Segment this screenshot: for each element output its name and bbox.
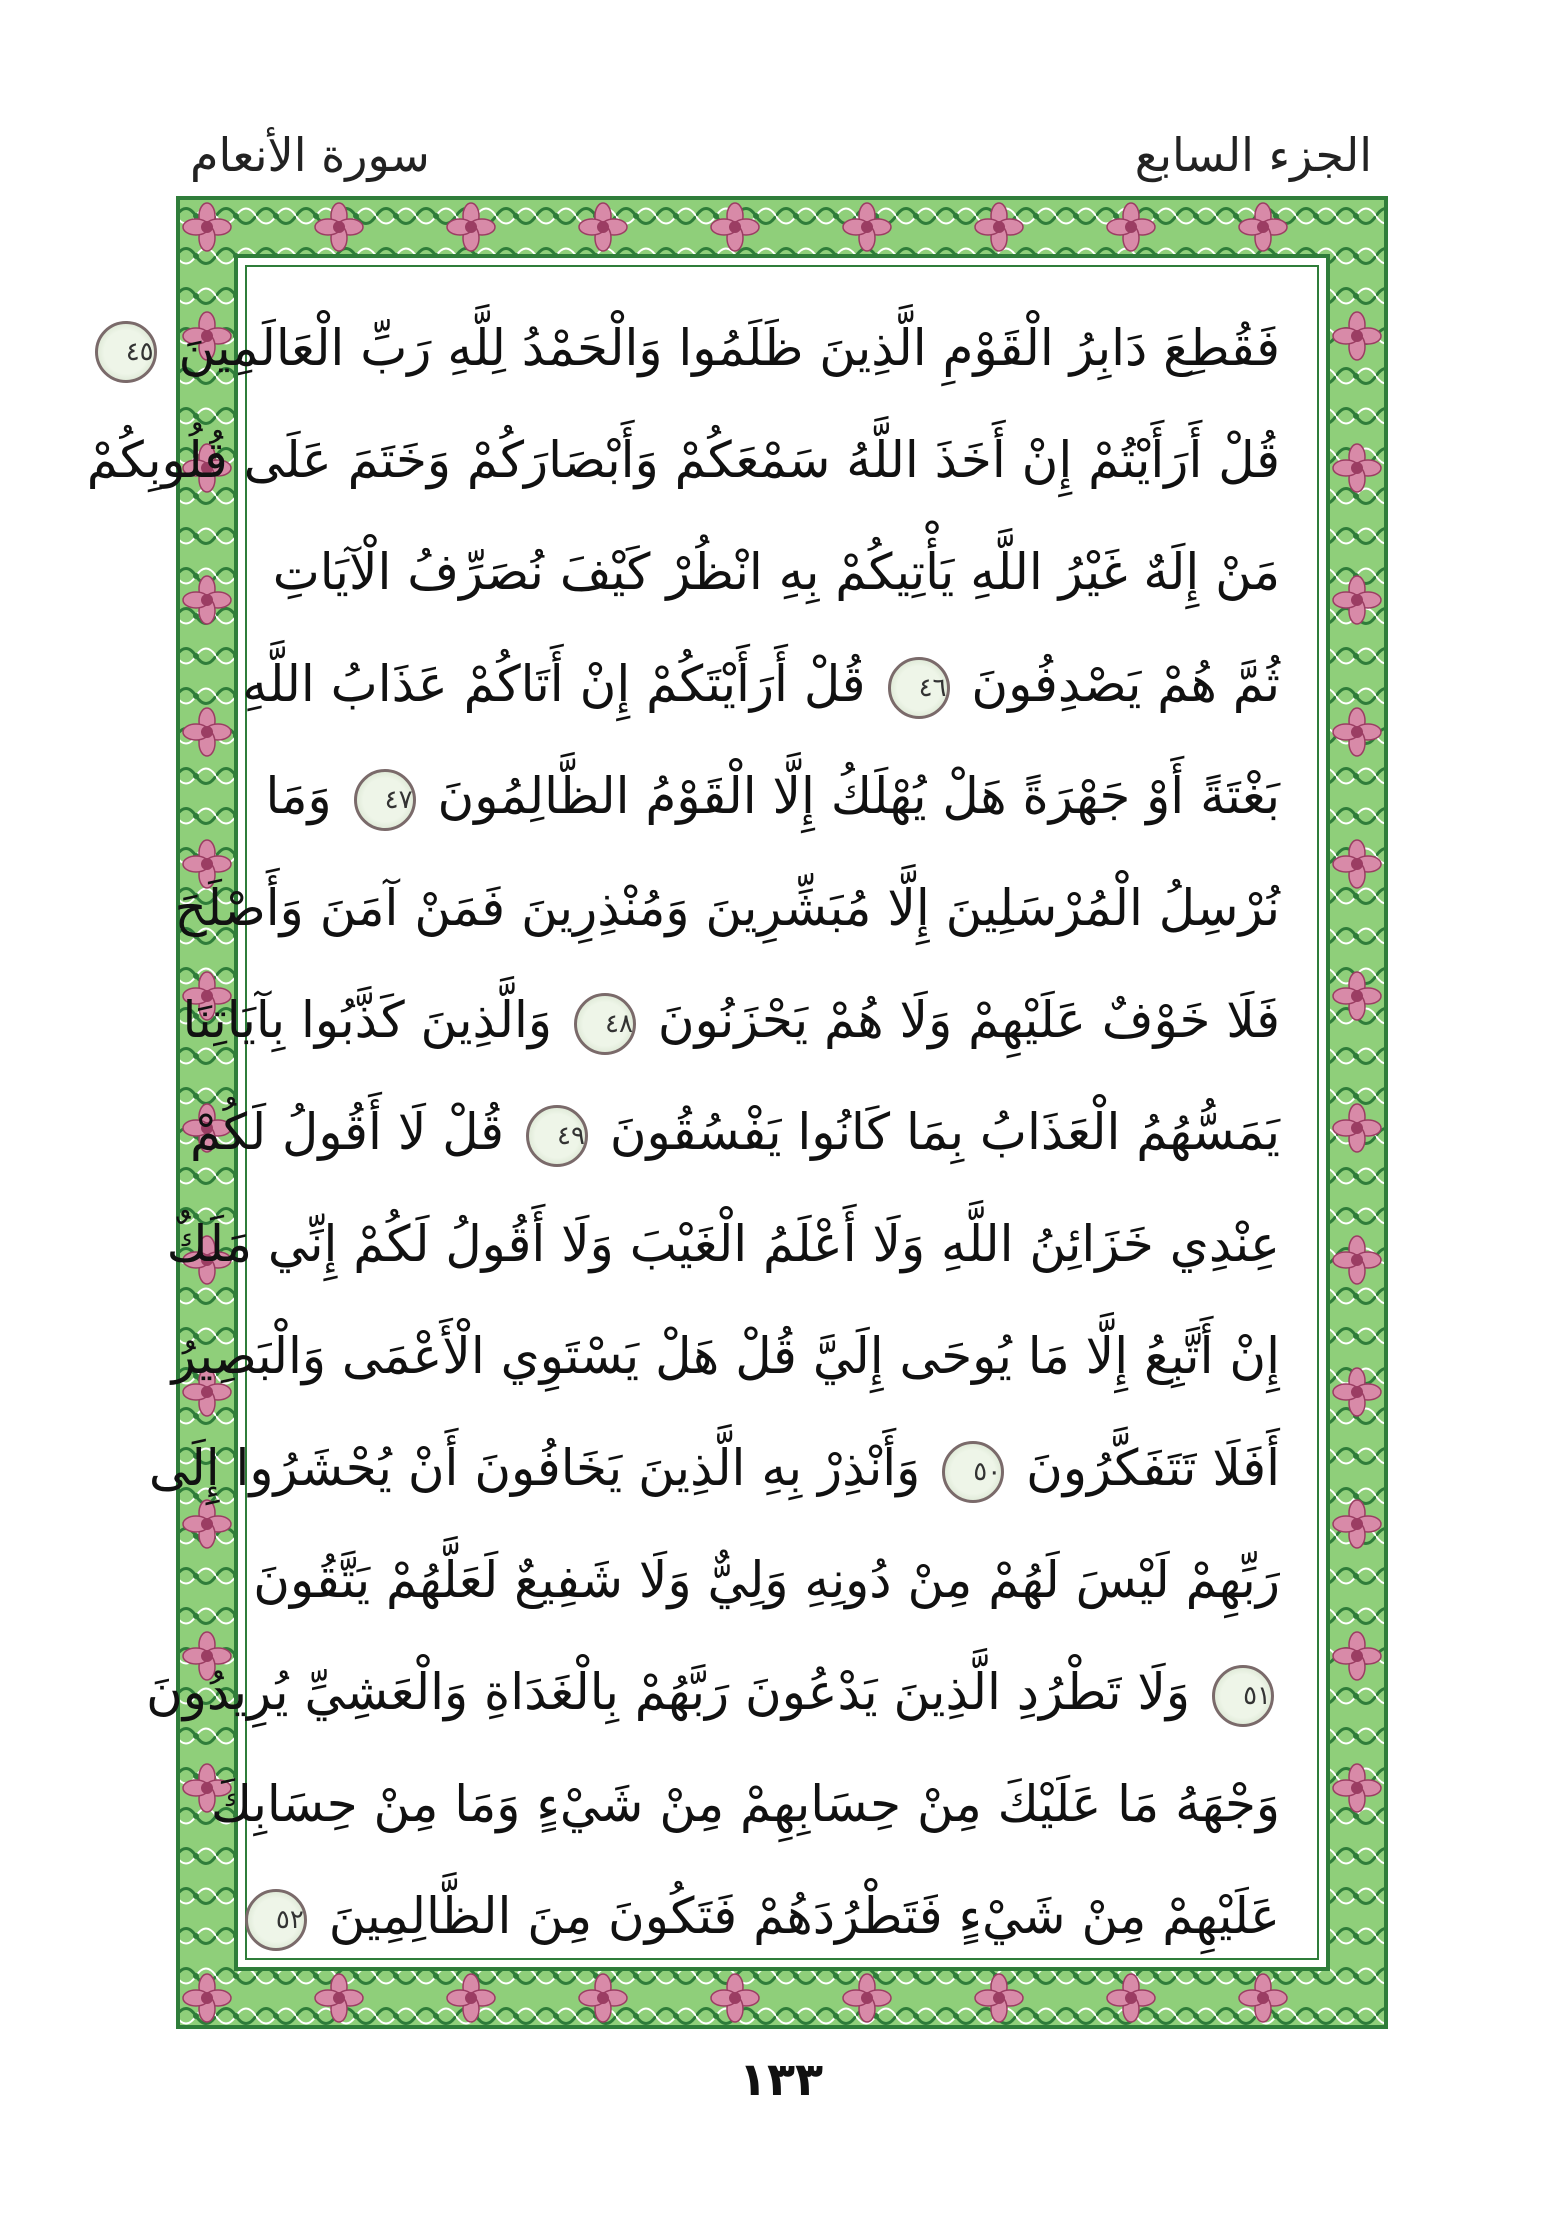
verse-line [148,1412,1280,1524]
ayah-number-marker: ٤٩ [526,1105,588,1167]
ayah-number-marker: ٤٥ [95,321,157,383]
text-panel [86,272,1312,1953]
verse-line [242,628,1280,740]
ayah-number-marker: ٤٦ [888,657,950,719]
verse-text: بَغْتَةً أَوْ جَهْرَةً هَلْ يُهْلَكُ إِلَّا الْقَوْمُ الظَّالِمُونَ [437,767,1280,825]
verse-text: رَبِّهِمْ لَيْسَ لَهُمْ مِنْ دُونِهِ وَلِيٌّ وَلَا شَفِيعٌ لَعَلَّهُمْ يَتَّقُونَ [253,1551,1280,1609]
verse-text: فَلَا خَوْفٌ عَلَيْهِمْ وَلَا هُمْ يَحْزَنُونَ [657,991,1280,1049]
verse-text: نُرْسِلُ الْمُرْسَلِينَ إِلَّا مُبَشِّرِينَ وَمُنْذِرِينَ فَمَنْ آمَنَ وَأَصْلَحَ [174,879,1280,937]
verse-text: وَأَنْذِرْ بِهِ الَّذِينَ يَخَافُونَ أَنْ يُحْشَرُوا إِلَى [148,1439,921,1497]
verse-line [125,292,1280,404]
verse-text: ثُمَّ هُمْ يَصْدِفُونَ [971,655,1280,713]
verse-text: عِنْدِي خَزَائِنُ اللَّهِ وَلَا أَعْلَمُ الْغَيْبَ وَلَا أَقُولُ لَكُمْ إِنِّي مَلَكٌ [166,1215,1280,1273]
verse-line [272,516,1280,628]
ayah-number-marker: ٥٠ [942,1441,1004,1503]
verse-text: إِنْ أَتَّبِعُ إِلَّا مَا يُوحَى إِلَيَّ قُلْ هَلْ يَسْتَوِي الْأَعْمَى وَالْبَصِيرُ [171,1327,1280,1385]
verse-line [265,740,1280,852]
verse-text: فَقُطِعَ دَابِرُ الْقَوْمِ الَّذِينَ ظَلَمُوا وَالْحَمْدُ لِلَّهِ رَبِّ الْعَالَمِينَ [178,319,1280,377]
page-number: ١٣٣ [738,2052,824,2106]
verse-text: عَلَيْهِمْ مِنْ شَيْءٍ فَتَطْرُدَهُمْ فَتَكُونَ مِنَ الظَّالِمِينَ [328,1887,1280,1945]
ayah-number-marker: ٤٧ [354,769,416,831]
verse-text: أَفَلَا تَتَفَكَّرُونَ [1026,1439,1280,1497]
verse-line [275,1860,1280,1972]
verse-text: قُلْ لَا أَقُولُ لَكُمْ [189,1103,505,1161]
verse-text: يَمَسُّهُمُ الْعَذَابُ بِمَا كَانُوا يَفْسُقُونَ [609,1103,1280,1161]
surah-title: سورة الأنعام [190,128,430,182]
verse-line [166,1188,1280,1300]
verse-line [174,852,1280,964]
verse-line [253,1524,1280,1636]
verse-text: قُلْ أَرَأَيْتَكُمْ إِنْ أَتَاكُمْ عَذَابُ اللَّهِ [242,655,866,713]
verse-text: قُلْ أَرَأَيْتُمْ إِنْ أَخَذَ اللَّهُ سَمْعَكُمْ وَأَبْصَارَكُمْ وَخَتَمَ عَلَى قُلُوبِكُمْ [86,431,1280,489]
verse-line [182,964,1280,1076]
verse-text: مَنْ إِلَهٌ غَيْرُ اللَّهِ يَأْتِيكُمْ بِهِ انْظُرْ كَيْفَ نُصَرِّفُ الْآيَاتِ [272,543,1280,601]
page-frame [86,196,1388,2029]
verse-text: وَمَا [265,767,332,825]
verse-text: وَالَّذِينَ كَذَّبُوا بِآيَاتِنَا [182,991,553,1049]
juz-title: الجزء السابع [1134,128,1372,182]
verse-lines [86,292,1280,1945]
verse-text: وَلَا تَطْرُدِ الَّذِينَ يَدْعُونَ رَبَّهُمْ بِالْغَدَاةِ وَالْعَشِيِّ يُرِيدُونَ [146,1663,1191,1721]
ayah-number-marker: ٥١ [1212,1665,1274,1727]
verse-line [86,404,1280,516]
verse-line [189,1076,1280,1188]
verse-line [171,1300,1280,1412]
verse-line [146,1636,1280,1748]
ayah-number-marker: ٥٢ [245,1889,307,1951]
ayah-number-marker: ٤٨ [574,993,636,1055]
verse-line [210,1748,1280,1860]
verse-text: وَجْهَهُ مَا عَلَيْكَ مِنْ حِسَابِهِمْ مِنْ شَيْءٍ وَمَا مِنْ حِسَابِكَ [210,1775,1280,1833]
